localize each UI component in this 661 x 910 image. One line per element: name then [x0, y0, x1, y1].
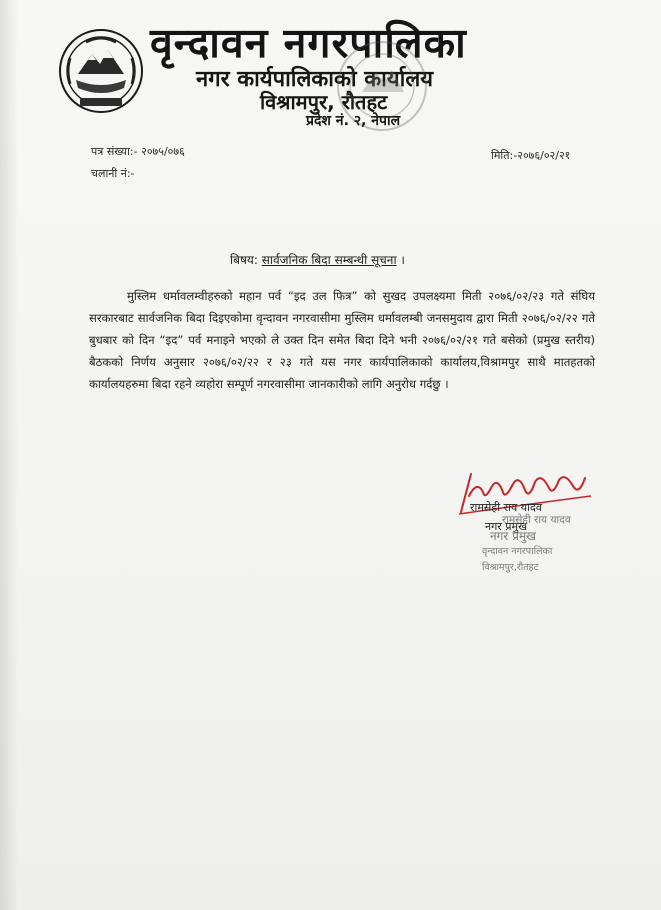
- letter-date: [491, 148, 570, 163]
- dispatch-number: [91, 166, 135, 181]
- dispatch-label: चलानी नं:-: [91, 167, 135, 180]
- subject-label: बिषय:: [230, 253, 258, 267]
- reference-label: पत्र संख्या:-: [91, 145, 138, 158]
- stamp-title: नगर प्रमुख: [490, 529, 536, 543]
- subject-line: [230, 251, 405, 268]
- nepal-government-emblem: [58, 28, 144, 114]
- stamp-name: रामसेही राय यादव: [502, 514, 571, 526]
- subject-text: सार्वजनिक बिदा सम्बन्धी सूचना: [261, 253, 397, 267]
- notice-paragraph: मुस्लिम धर्मावलम्वीहरुको महान पर्व “इद उल फित्र” को सुखद उपलक्ष्यमा मिती २०७६/०२/२३ गते संघिय सरकारबाट सार्वजनिक बिदा दिइएकोमा वृन्दावन नगरवासीमा मुस्लिम धर्मावलम्बी जनसमुदाय द्वारा मिती २०७६/०२/२२ गते बुधबार को दिन “इद” पर्व मनाइने भएको ले उक्त दिन समेत बिदा दिने भनी २०७६/०२/२१ गते बसेको (प्रमुख स्तरीय) बैठकको निर्णय अनुसार २०७६/०२/२२ र २३ गते यस नगर कार्यपालिकाको कार्यालय,विश्रामपुर साथै मातहतको कार्यालयहरुमा बिदा रहने व्यहोरा सम्पूर्ण नगरवासीमा जानकारीको लागि अनुरोध गर्दछु ।: [89, 289, 595, 391]
- signatory-name: रामसेही राय यादव: [470, 501, 542, 514]
- municipality-name: वृन्दावन नगरपालिका: [150, 19, 467, 67]
- stamp-location: विश्रामपुर,रौतहट: [482, 562, 539, 573]
- notice-body: [89, 285, 595, 395]
- province-line: प्रदेश नं. २, नेपाल: [306, 113, 401, 129]
- date-value: २०७६/०२/२१: [517, 149, 571, 162]
- office-name: नगर कार्यपालिकाको कार्यालय: [196, 67, 433, 92]
- office-location: विश्रामपुर, रौतहट: [260, 90, 388, 114]
- official-stamp: [482, 512, 602, 576]
- stamp-office: वृन्दावन नगरपालिका: [482, 546, 553, 557]
- subject-end-mark: ।: [400, 253, 405, 267]
- date-label: मिति:-: [491, 149, 518, 162]
- reference-value: २०७५/०७६: [141, 145, 185, 158]
- signatory-title: नगर प्रमुख: [485, 520, 528, 533]
- reference-number: [91, 144, 185, 159]
- faint-seal-mark: [332, 36, 432, 136]
